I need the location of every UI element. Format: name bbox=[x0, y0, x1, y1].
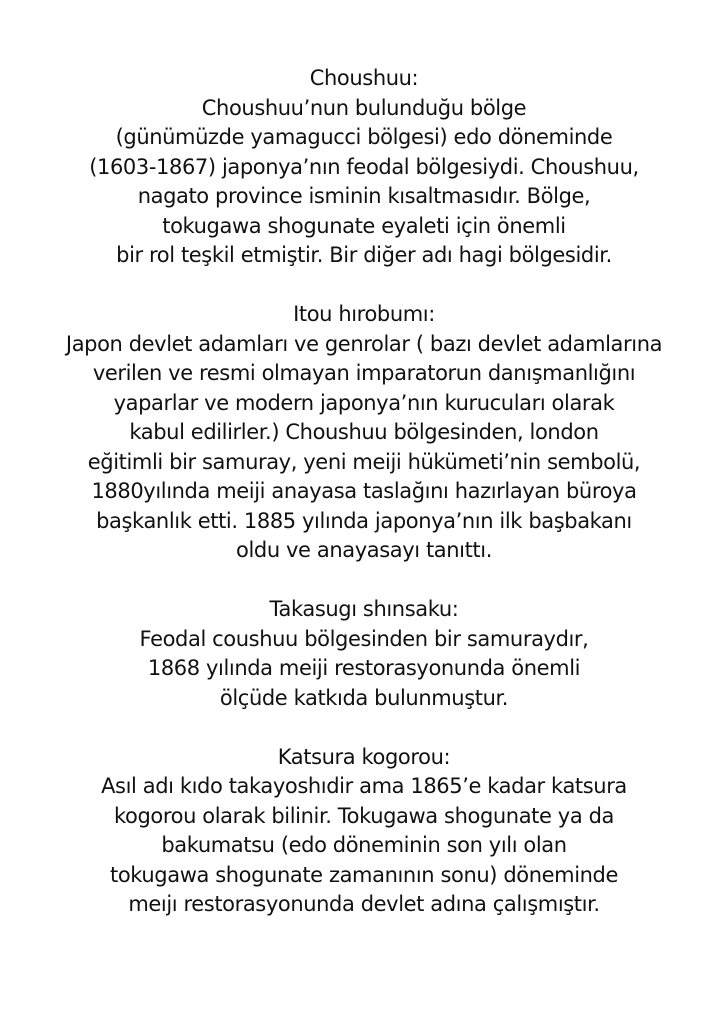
text-line: ölçüde katkıda bulunmuştur. bbox=[219, 685, 509, 710]
text-line: (1603-1867) japonya’nın feodal bölgesiydi. Choushuu, bbox=[89, 154, 639, 179]
text-line: tokugawa shogunate zamanının sonu) döneminde bbox=[110, 862, 618, 887]
text-line: Choushuu’nun bulunduğu bölge bbox=[201, 95, 527, 120]
text-line: bir rol teşkil etmiştir. Bir diğer adı hagi bölgesidir. bbox=[116, 243, 612, 267]
text-line: Feodal coushuu bölgesinden bir samuraydır, bbox=[139, 626, 589, 651]
section-itou-hirobumi bbox=[0, 300, 728, 566]
section-choushuu bbox=[0, 64, 728, 271]
text-line: meıjı restorasyonunda devlet adına çalışmıştır. bbox=[128, 892, 600, 916]
text-line: verilen ve resmi olmayan imparatorun danışmanlığını bbox=[92, 361, 636, 385]
text-line: başkanlık etti. 1885 yılında japonya’nın ilk başbakanı bbox=[96, 508, 632, 533]
text-line: oldu ve anayasayı tanıttı. bbox=[236, 538, 492, 562]
text-line: tokugawa shogunate eyaleti için önemli bbox=[162, 213, 566, 238]
text-line: kogorou olarak bilinir. Tokugawa shogunate ya da bbox=[114, 803, 614, 828]
text-line: (günümüzde yamagucci bölgesi) edo döneminde bbox=[115, 125, 613, 149]
section-heading: Choushuu: bbox=[309, 66, 419, 90]
section-heading: Takasugı shınsaku: bbox=[269, 597, 459, 621]
text-line: yaparlar ve modern japonya’nın kurucuları olarak bbox=[113, 390, 615, 415]
text-line: kabul edilirler.) Choushuu bölgesinden, london bbox=[129, 420, 599, 444]
section-katsura-kogorou bbox=[0, 743, 728, 920]
text-line: Japon devlet adamları ve genrolar ( bazı devlet adamlarına bbox=[65, 331, 663, 356]
text-line: 1868 yılında meiji restorasyonunda önemli bbox=[147, 656, 581, 680]
text-line: eğitimli bir samuray, yeni meiji hükümeti’nin sembolü, bbox=[87, 449, 641, 474]
text-line: nagato province isminin kısaltmasıdır. Bölge, bbox=[137, 184, 591, 208]
section-takasugi-shinsaku bbox=[0, 595, 728, 713]
text-line: 1880yılında meiji anayasa taslağını hazırlayan büroya bbox=[91, 479, 637, 503]
text-block bbox=[0, 64, 728, 949]
text-line: Asıl adı kıdo takayoshıdir ama 1865’e kadar katsura bbox=[101, 774, 627, 798]
section-heading: Itou hırobumı: bbox=[293, 302, 435, 326]
text-line: bakumatsu (edo döneminin son yılı olan bbox=[161, 833, 567, 857]
section-heading: Katsura kogorou: bbox=[277, 744, 451, 769]
